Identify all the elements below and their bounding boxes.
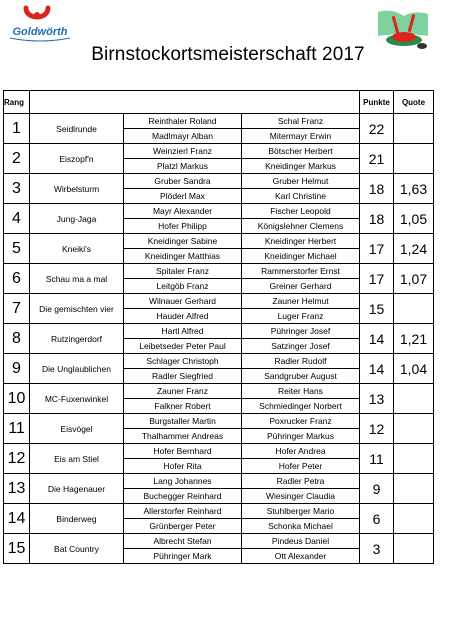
player-name: Schlager Christoph	[146, 356, 219, 366]
player-name: Reiter Hans	[278, 386, 323, 396]
player-name: Mitermayr Erwin	[242, 128, 359, 143]
players-cell	[124, 444, 360, 474]
rank-cell: 5	[4, 234, 30, 264]
team-name: Kneiki's	[30, 234, 124, 264]
player-name: Schonka Michael	[242, 518, 359, 533]
quote-cell	[394, 444, 434, 474]
players-cell	[124, 474, 360, 504]
players-cell	[124, 264, 360, 294]
quote-cell: 1,63	[394, 174, 434, 204]
players-cell	[124, 234, 360, 264]
players-cell	[124, 324, 360, 354]
player-name: Pühringer Mark	[124, 548, 241, 563]
table-row	[4, 414, 434, 444]
quote-cell: 1,24	[394, 234, 434, 264]
team-name: Binderweg	[30, 504, 124, 534]
points-cell: 17	[360, 234, 394, 264]
table-row	[4, 204, 434, 234]
team-name: Schau ma a mal	[30, 264, 124, 294]
player-name: Satzinger Josef	[242, 338, 359, 353]
player-name: Greiner Gerhard	[242, 278, 359, 293]
points-cell: 12	[360, 414, 394, 444]
player-name: Platzl Markus	[124, 158, 241, 173]
table-row	[4, 114, 434, 144]
players-cell	[124, 294, 360, 324]
player-name: Weinzierl Franz	[153, 146, 212, 156]
table-row	[4, 474, 434, 504]
team-name: MC-Fuxenwinkel	[30, 384, 124, 414]
rank-cell: 10	[4, 384, 30, 414]
team-name: Rutzingerdorf	[30, 324, 124, 354]
player-name: Hofer Peter	[242, 458, 359, 473]
player-name: Kneidinger Herbert	[264, 236, 337, 246]
rank-cell: 8	[4, 324, 30, 354]
player-name: Radler Petra	[276, 476, 325, 486]
players-cell	[124, 414, 360, 444]
player-name: Kneidinger Markus	[242, 158, 359, 173]
players-cell	[124, 144, 360, 174]
header-team	[30, 91, 360, 114]
player-name: Pühringer Josef	[270, 326, 331, 336]
team-name: Die gemischten vier	[30, 294, 124, 324]
points-cell: 6	[360, 504, 394, 534]
player-name: Burgstaller Martin	[149, 416, 216, 426]
rank-cell: 6	[4, 264, 30, 294]
table-row	[4, 144, 434, 174]
player-name: Hofer Philipp	[124, 218, 241, 233]
header-quote: Quote	[394, 91, 434, 114]
player-name: Hofer Rita	[124, 458, 241, 473]
player-name: Wilnauer Gerhard	[148, 296, 217, 306]
points-cell: 18	[360, 204, 394, 234]
rank-cell: 15	[4, 534, 30, 564]
quote-cell	[394, 294, 434, 324]
quote-cell: 1,05	[394, 204, 434, 234]
quote-cell	[394, 114, 434, 144]
points-cell: 14	[360, 354, 394, 384]
quote-cell	[394, 534, 434, 564]
player-name: Rammerstorfer Ernst	[261, 266, 340, 276]
quote-cell	[394, 414, 434, 444]
player-name: Thalhammer Andreas	[124, 428, 241, 443]
player-name: Hauder Alfred	[124, 308, 241, 323]
points-cell: 22	[360, 114, 394, 144]
player-name: Grünberger Peter	[124, 518, 241, 533]
players-cell	[124, 534, 360, 564]
player-name: Spitaler Franz	[156, 266, 209, 276]
player-name: Bötscher Herbert	[268, 146, 333, 156]
player-name: Falkner Robert	[124, 398, 241, 413]
player-name: Wiesinger Claudia	[242, 488, 359, 503]
rank-cell: 13	[4, 474, 30, 504]
table-row	[4, 264, 434, 294]
player-name: Schal Franz	[277, 116, 324, 126]
player-name: Zauner Helmut	[272, 296, 329, 306]
player-name: Leitgöb Franz	[124, 278, 241, 293]
player-name: Pindeus Daniel	[271, 536, 330, 546]
players-cell	[124, 354, 360, 384]
player-name: Hartl Alfred	[161, 326, 204, 336]
player-name: Luger Franz	[242, 308, 359, 323]
rank-cell: 11	[4, 414, 30, 444]
rank-cell: 12	[4, 444, 30, 474]
players-cell	[124, 504, 360, 534]
team-name: Eisvögel	[30, 414, 124, 444]
player-name: Königslehner Clemens	[242, 218, 359, 233]
page-title: Birnstockortsmeisterschaft 2017	[91, 44, 365, 65]
quote-cell: 1,04	[394, 354, 434, 384]
player-name: Lang Johannes	[153, 476, 212, 486]
team-name: Jung-Jaga	[30, 204, 124, 234]
quote-cell: 1,07	[394, 264, 434, 294]
table-row	[4, 444, 434, 474]
quote-cell	[394, 474, 434, 504]
player-name: Radler Rudolf	[274, 356, 327, 366]
points-cell: 3	[360, 534, 394, 564]
rank-cell: 2	[4, 144, 30, 174]
points-cell: 11	[360, 444, 394, 474]
players-cell	[124, 174, 360, 204]
table-row	[4, 354, 434, 384]
player-name: Hofer Bernhard	[153, 446, 212, 456]
player-name: Kneidinger Matthias	[124, 248, 241, 263]
player-name: Karl Christine	[242, 188, 359, 203]
player-name: Reinthaler Roland	[148, 116, 217, 126]
points-cell: 14	[360, 324, 394, 354]
player-name: Zauner Franz	[156, 386, 209, 396]
header-rank: Rang	[4, 91, 30, 114]
table-row	[4, 534, 434, 564]
team-name: Eiszopf'n	[30, 144, 124, 174]
points-cell: 9	[360, 474, 394, 504]
player-name: Radler Siegfried	[124, 368, 241, 383]
logo-wordmark: Goldwörth	[12, 26, 68, 38]
table-row	[4, 234, 434, 264]
player-name: Ott Alexander	[242, 548, 359, 563]
goldwoerth-logo	[4, 4, 76, 44]
table-header-row	[4, 91, 434, 114]
player-name: Poxrucker Franz	[269, 416, 332, 426]
team-name: Wirbelsturm	[30, 174, 124, 204]
rank-cell: 9	[4, 354, 30, 384]
player-name: Madlmayr Alban	[124, 128, 241, 143]
table-row	[4, 384, 434, 414]
player-name: Kneidinger Sabine	[147, 236, 218, 246]
player-name: Kneidinger Michael	[242, 248, 359, 263]
table-row	[4, 324, 434, 354]
rank-cell: 1	[4, 114, 30, 144]
player-name: Gruber Sandra	[154, 176, 211, 186]
rank-cell: 14	[4, 504, 30, 534]
players-cell	[124, 384, 360, 414]
player-name: Fischer Leopold	[270, 206, 331, 216]
player-name: Stuhlberger Mario	[266, 506, 335, 516]
quote-cell	[394, 144, 434, 174]
players-cell	[124, 114, 360, 144]
players-cell	[124, 204, 360, 234]
team-name: Die Hagenauer	[30, 474, 124, 504]
points-cell: 21	[360, 144, 394, 174]
player-name: Buchegger Reinhard	[124, 488, 241, 503]
player-name: Pühringer Markus	[242, 428, 359, 443]
rank-cell: 3	[4, 174, 30, 204]
points-cell: 15	[360, 294, 394, 324]
team-name: Eis am Stiel	[30, 444, 124, 474]
player-name: Gruber Helmut	[272, 176, 329, 186]
table-row	[4, 174, 434, 204]
table-row	[4, 294, 434, 324]
player-name: Allerstorfer Reinhard	[143, 506, 222, 516]
player-name: Plöderl Max	[124, 188, 241, 203]
quote-cell	[394, 384, 434, 414]
team-name: Seidlrunde	[30, 114, 124, 144]
header-points: Punkte	[360, 91, 394, 114]
quote-cell: 1,21	[394, 324, 434, 354]
team-name: Bat Country	[30, 534, 124, 564]
player-name: Albrecht Stefan	[153, 536, 212, 546]
points-cell: 13	[360, 384, 394, 414]
points-cell: 17	[360, 264, 394, 294]
points-cell: 18	[360, 174, 394, 204]
results-table	[3, 90, 434, 564]
player-name: Sandgruber August	[242, 368, 359, 383]
rank-cell: 7	[4, 294, 30, 324]
team-name: Die Unglaublichen	[30, 354, 124, 384]
player-name: Schmiedinger Norbert	[242, 398, 359, 413]
player-name: Mayr Alexander	[152, 206, 213, 216]
quote-cell	[394, 504, 434, 534]
player-name: Hofer Andrea	[275, 446, 326, 456]
table-row	[4, 504, 434, 534]
player-name: Leibetseder Peter Paul	[124, 338, 241, 353]
rank-cell: 4	[4, 204, 30, 234]
